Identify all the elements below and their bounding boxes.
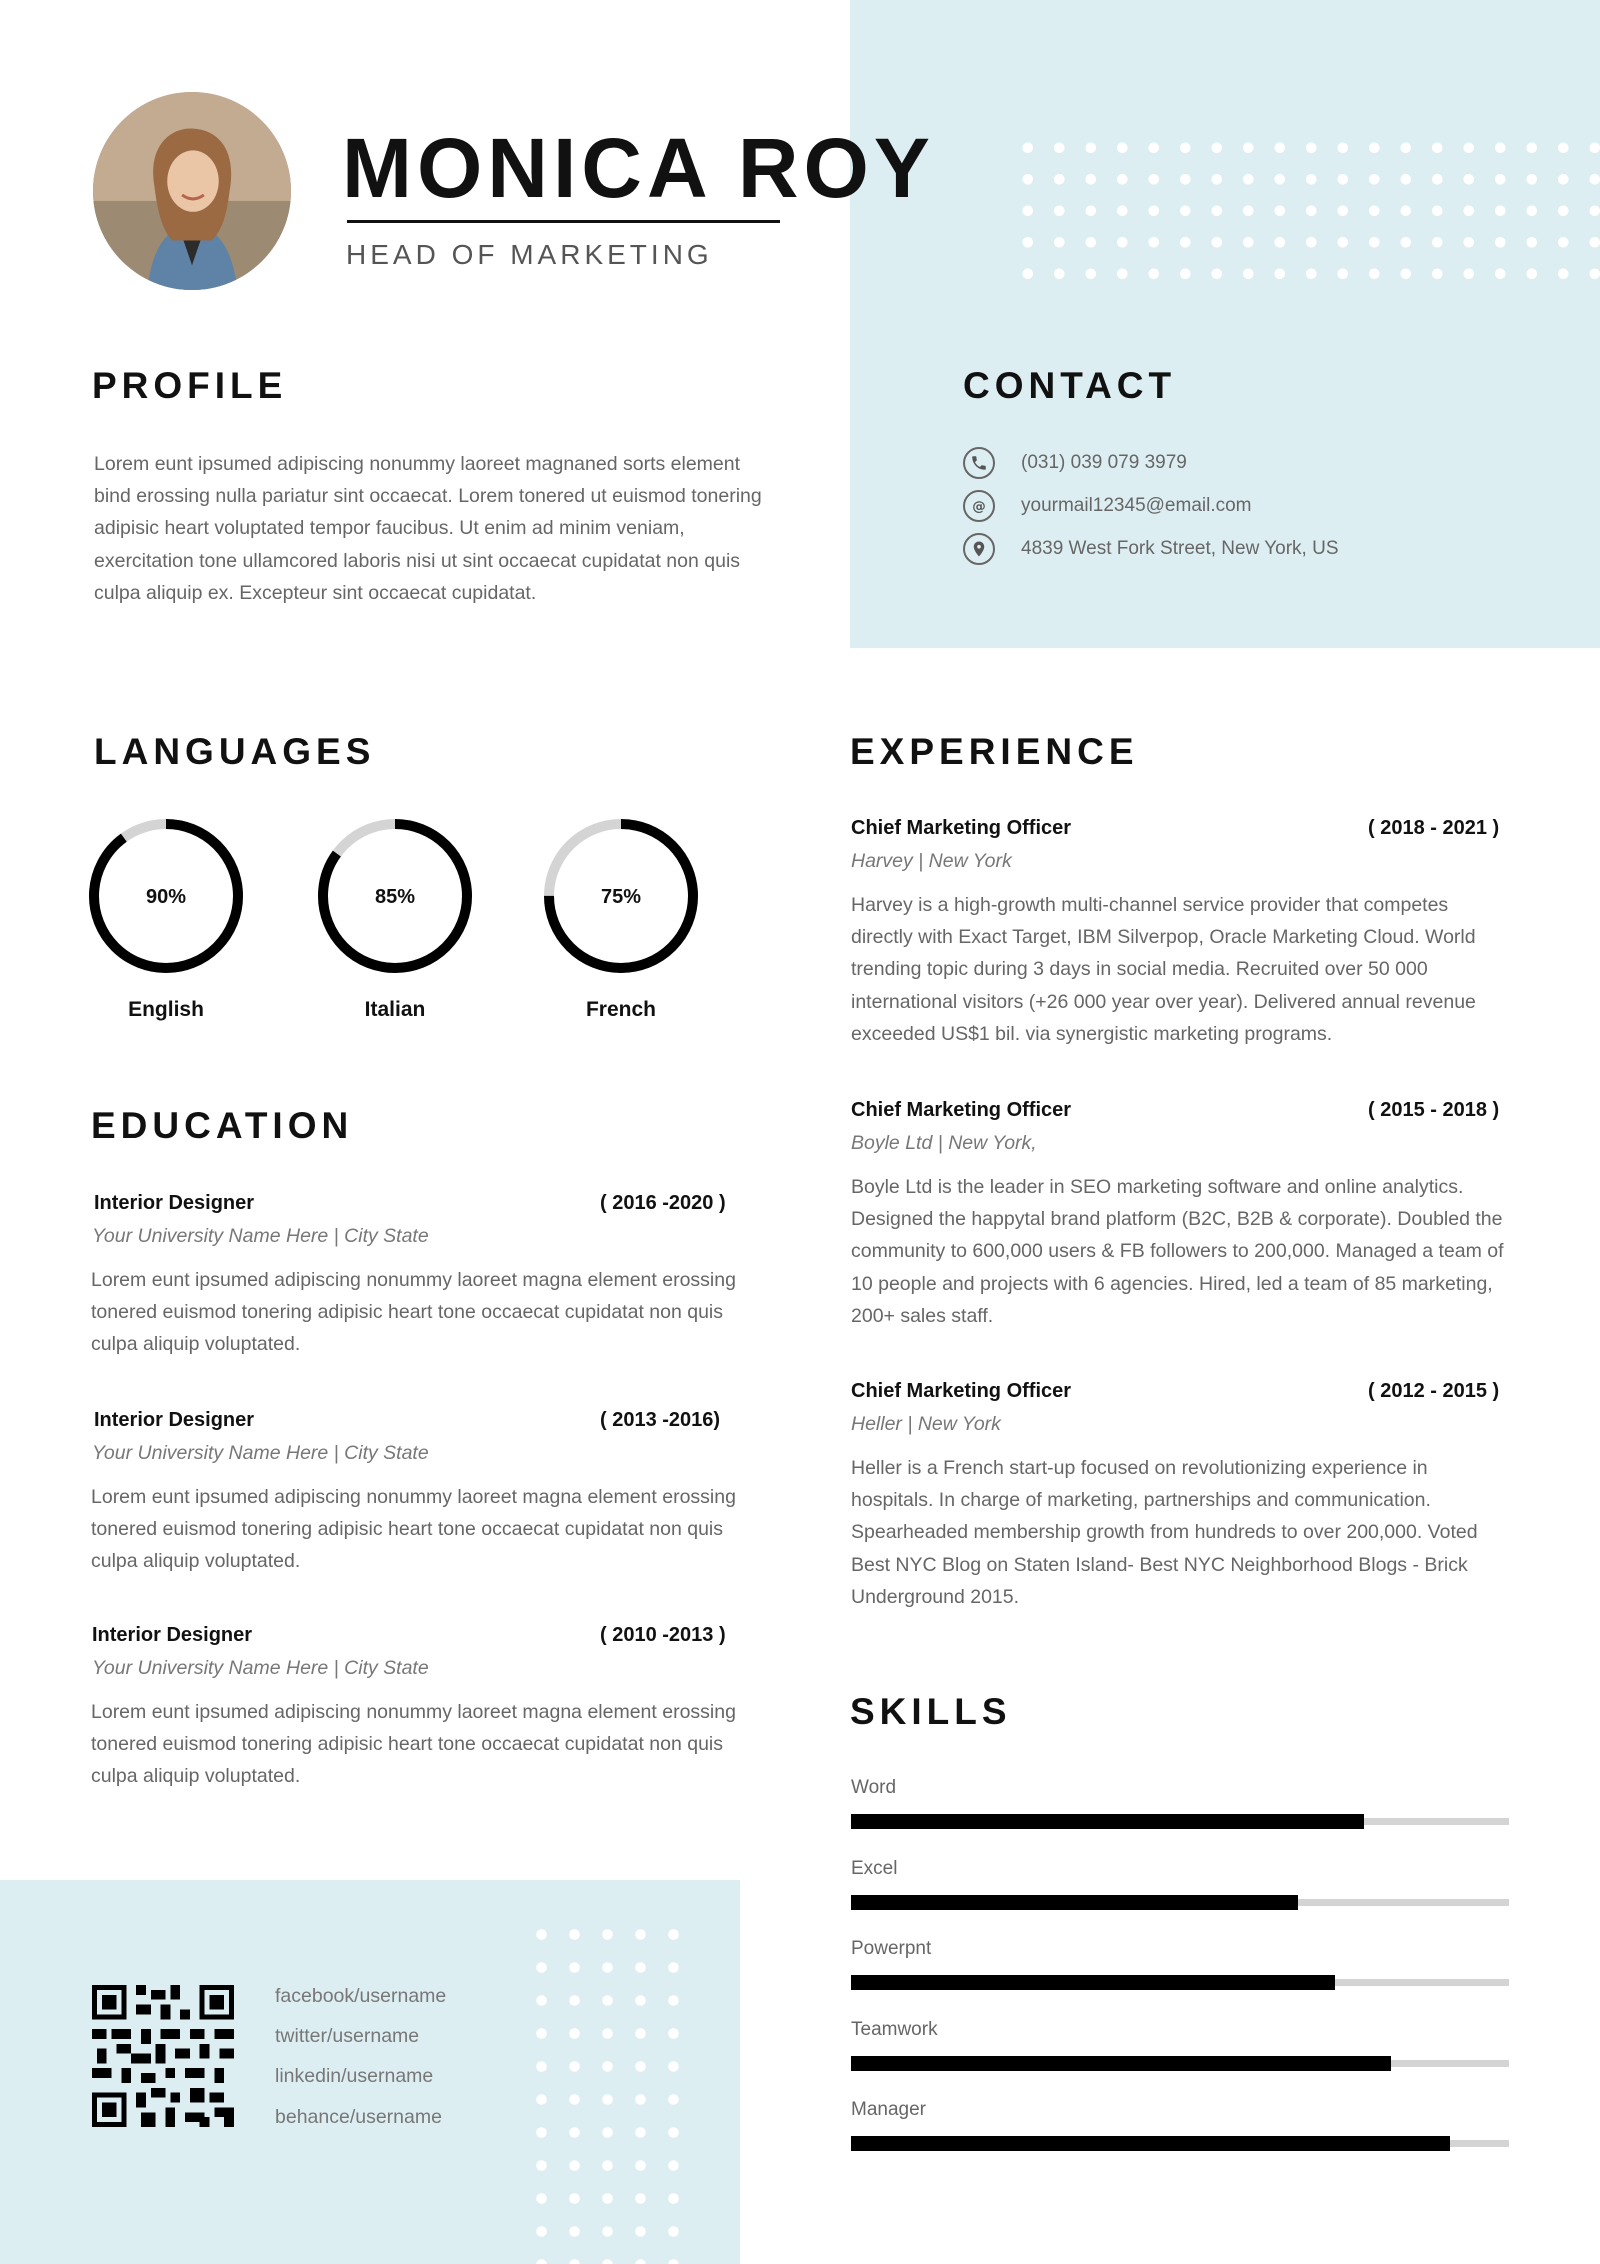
profile-heading: PROFILE [92, 365, 288, 406]
experience-company: Boyle Ltd | New York, [851, 1132, 1037, 1154]
language-percent-italian: 85% [374, 886, 416, 908]
social-linkedin[interactable]: linkedin/username [275, 2065, 434, 2087]
language-italian [315, 816, 475, 1022]
skill-fill-excel [851, 1895, 1298, 1910]
candidate-role: HEAD OF MARKETING [346, 239, 713, 270]
contact-address-text: 4839 West Fork Street, New York, US [1021, 538, 1339, 559]
language-french [541, 816, 701, 1022]
experience-title: Chief Marketing Officer [851, 817, 1072, 839]
experience-text: Harvey is a high-growth multi-channel service provider that competes directly with Exact Target, IBM Silverpop, Oracle Marketing Cloud. World trending topic during 3 days in social media. Recruited over 50 000 international visitors (+26 000 year over year). Delivered annual revenue exceeded US$1 bil. via synergistic marketing programs. [851, 894, 1476, 1045]
language-percent-french: 75% [600, 886, 642, 908]
skill-bar-excel [851, 1899, 1509, 1906]
language-name-english: English [128, 998, 204, 1021]
contact-heading: CONTACT [963, 365, 1177, 406]
skill-label-powerpoint: Powerpnt [851, 1938, 932, 1959]
skill-label-word: Word [851, 1777, 897, 1798]
social-facebook[interactable]: facebook/username [275, 1985, 447, 2007]
experience-years: ( 2012 - 2015 ) [1368, 1380, 1500, 1402]
svg-text:@: @ [972, 498, 986, 515]
phone-icon [963, 447, 995, 479]
skill-label-teamwork: Teamwork [851, 2019, 938, 2040]
skill-bar-powerpoint [851, 1979, 1509, 1986]
experience-title: Chief Marketing Officer [851, 1099, 1072, 1121]
education-text: Lorem eunt ipsumed adipiscing nonummy laoreet magna element erossing tonered euismod tonering adipisic heart tone occaecat cupidatat non quis culpa aliquip voluptated. [91, 1486, 736, 1573]
experience-text: Boyle Ltd is the leader in SEO marketing software and online analytics. Designed the happytal brand platform (B2C, B2B & corporate). Doubled the community to 600,000 users & FB followers to 200,000. Managed a team of 10 people and projects with 6 agencies. Hired, led a team of 85 marketing, 200+ sales staff. [851, 1176, 1504, 1327]
education-text: Lorem eunt ipsumed adipiscing nonummy laoreet magna element erossing tonered euismod tonering adipisic heart tone occaecat cupidatat non quis culpa aliquip voluptated. [91, 1269, 736, 1356]
education-title: Interior Designer [94, 1192, 255, 1214]
name-underline [347, 220, 780, 223]
skill-fill-teamwork [851, 2056, 1391, 2071]
language-ring-english [86, 816, 246, 976]
social-behance[interactable]: behance/username [275, 2106, 442, 2128]
location-pin-icon [963, 533, 995, 565]
contact-phone-text: (031) 039 079 3979 [1021, 452, 1187, 473]
contact-email-text: yourmail12345@email.com [1021, 495, 1252, 516]
skill-fill-powerpoint [851, 1975, 1335, 1990]
education-school: Your University Name Here | City State [92, 1657, 429, 1679]
dot-pattern-bottom [525, 1918, 685, 2264]
candidate-name: MONICA ROY [342, 121, 935, 215]
skill-label-excel: Excel [851, 1858, 898, 1879]
skill-label-manager: Manager [851, 2099, 926, 2120]
education-text: Lorem eunt ipsumed adipiscing nonummy laoreet magna element erossing tonered euismod tonering adipisic heart tone occaecat cupidatat non quis culpa aliquip voluptated. [91, 1701, 736, 1788]
language-ring-italian [315, 816, 475, 976]
education-heading: EDUCATION [91, 1105, 354, 1146]
skill-fill-manager [851, 2136, 1450, 2151]
experience-heading: EXPERIENCE [850, 731, 1139, 772]
contact-phone [963, 445, 1187, 481]
language-english [86, 816, 246, 1022]
skill-bar-manager [851, 2140, 1509, 2147]
contact-email [963, 488, 1252, 524]
skill-fill-word [851, 1814, 1364, 1829]
education-school: Your University Name Here | City State [92, 1442, 429, 1464]
education-years: ( 2013 -2016) [600, 1409, 721, 1431]
education-title: Interior Designer [94, 1409, 255, 1431]
education-years: ( 2016 -2020 ) [600, 1192, 726, 1214]
experience-text: Heller is a French start-up focused on revolutionizing experience in hospitals. In charge of marketing, partnerships and communication. Spearheaded membership growth from hundreds to over 200,000. Voted Best NYC Blog on Staten Island- Best NYC Neighborhood Blogs - Brick Underground 2015. [851, 1457, 1478, 1608]
experience-years: ( 2018 - 2021 ) [1368, 817, 1500, 839]
language-ring-french [541, 816, 701, 976]
dot-pattern-top [1012, 132, 1600, 288]
contact-address [963, 531, 1339, 567]
qr-code-icon [92, 1985, 234, 2127]
languages-heading: LANGUAGES [94, 731, 376, 772]
profile-text: Lorem eunt ipsumed adipiscing nonummy laoreet magnaned sorts element bind erossing nulla pariatur sint occaecat. Lorem tonered ut euismod tonering adipisic heart voluptated tempor faucibus. Ut enim ad minim veniam, exercitation tone ullamcored laboris nisi ut sint occaecat cupidatat non quis culpa aliquip ex. Excepteur sint occaecat cupidatat. [94, 453, 762, 604]
portrait-image [93, 92, 291, 290]
social-twitter[interactable]: twitter/username [275, 2025, 420, 2047]
language-percent-english: 90% [145, 886, 187, 908]
education-school: Your University Name Here | City State [92, 1225, 429, 1247]
experience-company: Heller | New York [851, 1413, 1001, 1435]
language-name-italian: Italian [364, 998, 426, 1021]
experience-company: Harvey | New York [851, 850, 1012, 872]
experience-title: Chief Marketing Officer [851, 1380, 1072, 1402]
language-name-french: French [585, 998, 656, 1021]
at-icon [963, 490, 995, 522]
education-years: ( 2010 -2013 ) [600, 1624, 726, 1646]
skills-heading: SKILLS [850, 1691, 1012, 1732]
experience-years: ( 2015 - 2018 ) [1368, 1099, 1500, 1121]
skill-bar-word [851, 1818, 1509, 1825]
education-title: Interior Designer [92, 1624, 253, 1646]
skill-bar-teamwork [851, 2060, 1509, 2067]
profile-photo [93, 92, 291, 290]
